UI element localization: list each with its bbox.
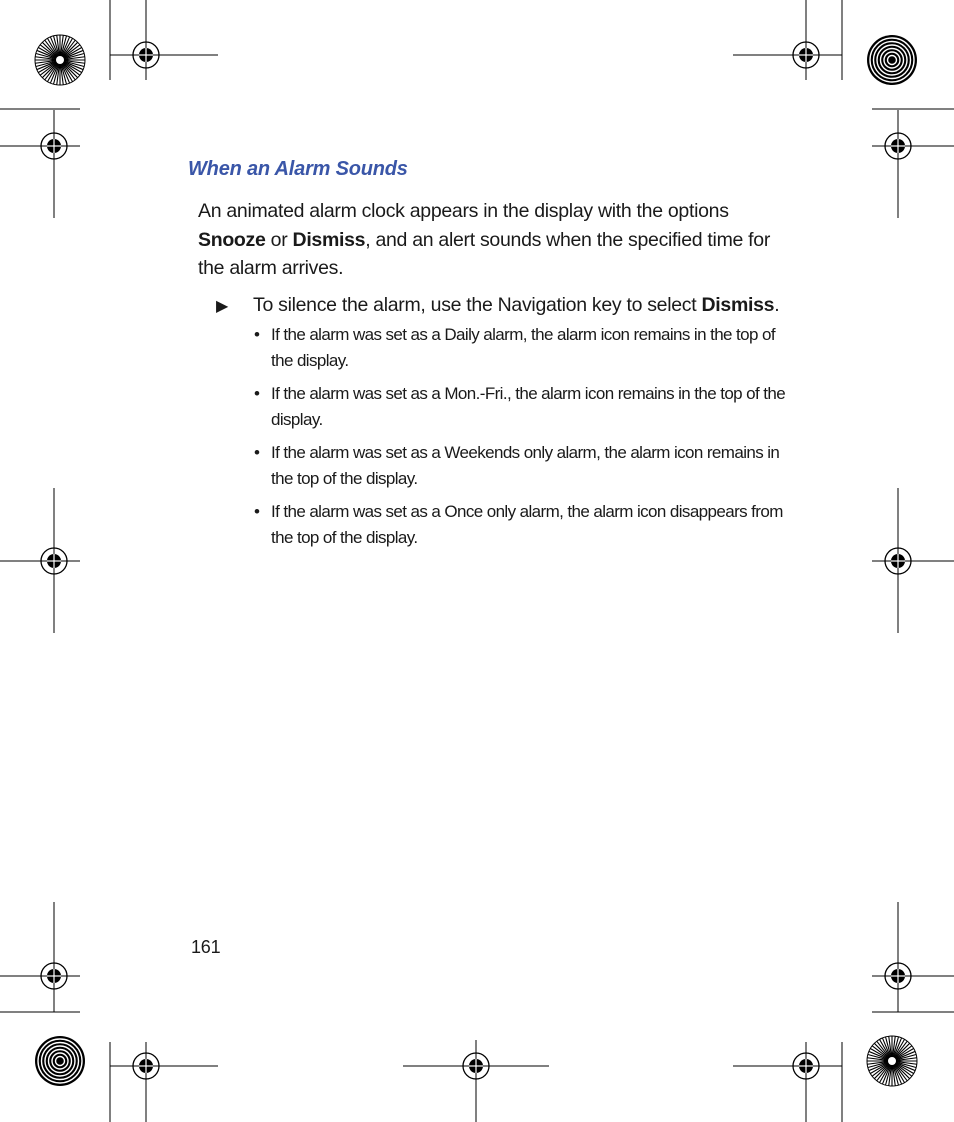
intro-paragraph — [198, 197, 798, 283]
step-text — [253, 291, 779, 319]
snooze-term: Snooze — [198, 228, 266, 251]
step-arrow-icon: ▶ — [216, 298, 229, 315]
list-item — [254, 381, 794, 432]
step-period: . — [774, 294, 780, 316]
step-dismiss-term: Dismiss — [701, 294, 775, 316]
step-instruction: To silence the alarm, use the Navigation key to select — [253, 294, 702, 316]
intro-text-1: An animated alarm clock appears in the display with the options — [198, 200, 729, 222]
list-item-text: If the alarm was set as a Once only alarm, the alarm icon disappears from the top of the display. — [271, 502, 783, 547]
list-item-text: If the alarm was set as a Daily alarm, the alarm icon remains in the top of the display. — [271, 325, 775, 370]
intro-text-2: or — [265, 228, 293, 251]
bullet-icon: • — [254, 443, 260, 462]
bullet-icon: • — [254, 502, 260, 521]
list-item — [254, 322, 794, 373]
alarm-notes-list — [254, 322, 794, 558]
section-heading: When an Alarm Sounds — [188, 158, 408, 180]
intro-text-3: , and an alert sounds when the specified time for the alarm arrives. — [198, 228, 771, 279]
dismiss-term: Dismiss — [292, 228, 366, 251]
bullet-icon: • — [254, 325, 260, 344]
list-item-text: If the alarm was set as a Mon.-Fri., the alarm icon remains in the top of the display. — [271, 384, 786, 429]
bullet-icon: • — [254, 384, 260, 403]
list-item — [254, 440, 794, 491]
list-item-text: If the alarm was set as a Weekends only alarm, the alarm icon remains in the top of the display. — [271, 443, 780, 488]
page-number: 161 — [191, 937, 221, 957]
list-item — [254, 499, 794, 550]
